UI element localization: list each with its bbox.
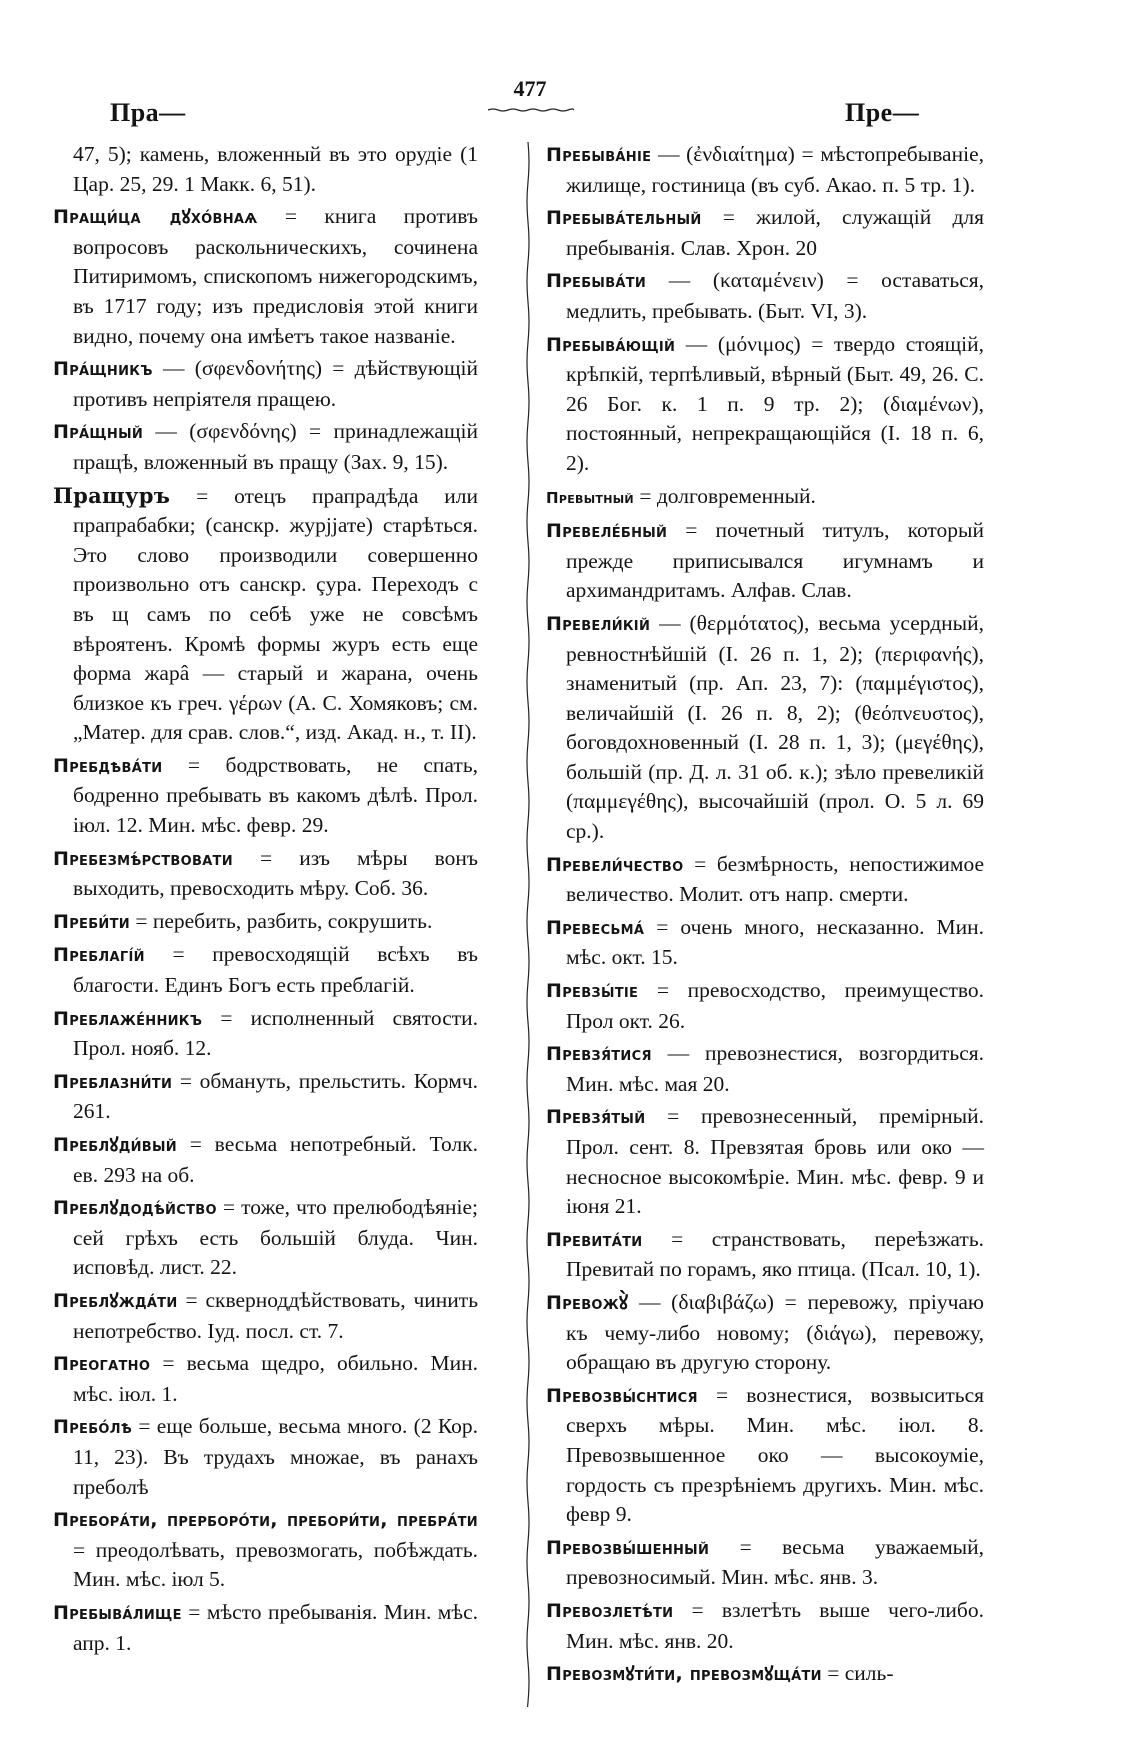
entry-definition: 47, 5); камень, вложенный въ это орудіе (1 Цар. 25, 29. 1 Макк. 6, 51). — [73, 142, 478, 196]
entry-headword: Превозвы́снтися — [546, 1384, 698, 1407]
entry-headword: Пребора́ти, прерборо́ти, пребори́ти, пребра́ти — [53, 1509, 478, 1532]
entry-headword: Превозвы́шенный — [546, 1536, 710, 1559]
entry-headword: Пращуръ — [53, 482, 171, 508]
dictionary-entry — [53, 907, 478, 938]
entry-headword: Пребдѣва́ти — [53, 754, 163, 777]
entry-headword: Преблꙋдодѣ́йство — [53, 1197, 217, 1220]
running-head-right: Пре— — [845, 98, 920, 127]
dictionary-entry — [53, 1412, 478, 1502]
entry-headword: Превозлетѣ́ти — [546, 1599, 674, 1622]
page-number: 477 — [513, 76, 547, 101]
entry-headword: Пребыва́лище — [53, 1601, 182, 1624]
dictionary-entry — [546, 976, 984, 1036]
entry-definition: — (καταμένειν) = оставаться, медлить, пребывать. (Быт. VI, 3). — [566, 268, 984, 323]
entry-definition: — (σφενδόνης) = принадлежащій пращѣ, вложенный въ пращу (Зах. 9, 15). — [73, 419, 478, 474]
entry-headword: Превзя́тися — [546, 1043, 652, 1066]
entry-definition: = безмѣрность, непостижимое величество. Молит. отъ напр. смерти. — [566, 851, 984, 907]
entry-headword: Пребыва́ніе — [546, 144, 652, 166]
entry-headword: Превзы́тіе — [546, 980, 639, 1003]
entry-headword: Преблꙋжда́ти — [53, 1289, 178, 1312]
dictionary-entry — [546, 850, 984, 910]
entry-definition: = странствовать, переѣзжать. Превитай по горамъ, яко птица. (Псал. 10, 1). — [566, 1226, 984, 1282]
dictionary-entry — [546, 330, 984, 479]
entry-definition: — (σφενδονήτης) = дѣйствующій противъ непріятеля пращею. — [73, 356, 478, 411]
entry-headword: Превеле́бный — [546, 520, 668, 543]
entry-definition: = книга противъ вопросовъ раскольническихъ, сочинена Питиримомъ, спископомъ нижегородскимъ, въ 1717 году; изъ предисловія этой книги видно, почему она имѣетъ такое названіе. — [73, 204, 478, 348]
page-number-rule — [488, 108, 574, 112]
entry-definition: = тоже, что прелюбодѣяніе; сей грѣхъ есть большій блуда. Чин. исповѣд. лист. 22. — [73, 1195, 478, 1280]
entry-headword: Преблагі́й — [53, 944, 145, 967]
dictionary-entry — [546, 913, 984, 973]
dictionary-entry — [546, 1288, 984, 1378]
entry-definition: = почетный титулъ, который прежде приписывался игумнамъ и архимандритамъ. Алфав. Слав. — [566, 518, 984, 603]
dictionary-entry — [53, 1130, 478, 1190]
dictionary-entry — [546, 1596, 984, 1656]
dictionary-entry — [546, 482, 984, 514]
dictionary-entry — [53, 1598, 478, 1658]
dictionary-entry — [53, 354, 478, 414]
dictionary-entry — [53, 751, 478, 841]
left-column — [53, 140, 478, 1661]
dictionary-entry — [53, 940, 478, 1000]
entry-headword: Преблазни́ти — [53, 1070, 173, 1093]
dictionary-entry — [53, 844, 478, 904]
entry-definition: = исполненный святости. Прол. нояб. 12. — [73, 1005, 479, 1061]
entry-definition: = мѣсто пребыванія. Мин. мѣс. апр. 1. — [73, 1599, 478, 1655]
dictionary-entry — [546, 516, 984, 606]
entry-headword: Пребыва́ющій — [546, 333, 676, 356]
entry-definition: = жилой, служащій для пребыванія. Слав. Хрон. 20 — [566, 205, 984, 260]
dictionary-entry — [546, 1381, 984, 1530]
dictionary-entry — [546, 266, 984, 326]
column-divider — [524, 142, 532, 1707]
dictionary-entry — [53, 481, 478, 748]
entry-headword: Пребезмѣ́рствовати — [53, 847, 233, 870]
entry-headword: Пра́щникъ — [53, 358, 153, 381]
entry-definition: = бодрствовать, не спать, бодренно пребывать въ какомъ дѣлѣ. Прол. іюл. 12. Мин. мѣс. февр. 29. — [73, 752, 478, 838]
entry-definition: — (μόνιμος) = твердо стоящій, крѣпкій, терпѣливый, вѣрный (Быт. 49, 26. С. 26 Бог. к. 1 п. 9 тр. 2); (διαμένων), постоянный, непрекращающійся (І. 18 п. 6, 2). — [566, 331, 984, 475]
entry-definition: = долговременный. — [639, 483, 816, 508]
entry-definition: = превознесенный, премірный. Прол. сент. 8. Превзятая бровь или око — несносное высокомѣріе. Мин. мѣс. февр. 9 и іюня 21. — [566, 1104, 984, 1219]
entry-definition: = еще больше, весьма много. (2 Кор. 11, 23). Въ трудахъ множае, въ ранахъ преболѣ — [73, 1414, 478, 1499]
entry-definition: = вознестися, возвыситься сверхъ мѣры. Мин. мѣс. іюл. 8. Превозвышенное око — высокоуміе, гордость съ презрѣніемъ другихъ. Мин. мѣс. февр 9. — [566, 1382, 985, 1527]
dictionary-entry — [53, 1004, 478, 1064]
entry-definition: = отецъ прапрадѣда или прапрабабки; (санскр. журјјате) старѣться. Это слово производили совершенно произвольно отъ санскр. çура. Переходъ с въ щ самъ по себѣ уже не совсѣмъ вѣроятенъ. Кромѣ формы журъ есть еще форма жарâ — старый и жарана, очень близкое къ греч. γέρων (А. С. Хомяковъ; см. „Матер. для срав. слов.“, изд. Акад. н., т. II). — [73, 483, 478, 745]
entry-definition: = превосходящій всѣхъ въ благости. Единъ Богъ есть преблагій. — [73, 942, 478, 998]
entry-headword: Превели́кій — [546, 612, 651, 635]
dictionary-entry — [546, 1659, 984, 1690]
entry-headword: Превели́чество — [546, 853, 684, 876]
dictionary-entry — [546, 140, 984, 200]
entry-headword: Пращи́ца дꙋхо́внаѧ — [53, 206, 258, 229]
entry-headword: Превозмꙋти́ти, превозмꙋща́ти — [546, 1663, 822, 1686]
entry-definition: = очень много, несказанно. Мин. мѣс. окт. 15. — [566, 914, 984, 970]
entry-definition: — (ἐνδιαίτημα) = мѣстопребываніе, жилище, гостиница (въ суб. Акао. п. 5 тр. 1). — [566, 142, 984, 197]
entry-definition: = взлетѣть выше чего-либо. Мин. мѣс. янв. 20. — [566, 1597, 984, 1653]
right-column — [546, 140, 984, 1693]
entry-definition: = изъ мѣры вонъ выходить, превосходить мѣру. Соб. 36. — [73, 845, 478, 901]
entry-definition: = перебить, разбить, сокрушить. — [135, 908, 433, 933]
dictionary-entry — [53, 1349, 478, 1409]
entry-headword: Пребыва́тельный — [546, 207, 702, 230]
entry-definition: = превосходство, преимущество. Прол окт. 26. — [566, 978, 984, 1033]
entry-headword: Преогатно — [53, 1353, 151, 1376]
dictionary-entry — [53, 1193, 478, 1283]
entry-definition: — превознестися, возгордиться. Мин. мѣс. мая 20. — [566, 1041, 984, 1096]
entry-headword: Превытный — [546, 488, 634, 507]
entry-definition: — (θερμότατος), весьма усердный, ревностнѣйшій (І. 26 п. 1, 2); (περιφανής), знаменитый (пр. Ап. 23, 7): (παμμέγιστος), величайшій (І. 26 п. 8, 2); (θεόπνευστος), боговдохновенный (І. 28 п. 1, 3); (μεγέθης), большій (пр. Д. л. 31 об. к.); зѣло превеликій (παμμεγέθης), высочайшій (прол. О. 5 л. 69 ср.). — [566, 610, 984, 844]
entry-headword: Пра́щный — [53, 421, 144, 444]
dictionary-entry — [53, 140, 478, 199]
dictionary-entry — [53, 1505, 478, 1595]
entry-definition: = преодолѣвать, превозмогать, побѣждать. Мин. мѣс. іюл 5. — [73, 1537, 478, 1592]
entry-headword: Пребыва́ти — [546, 270, 647, 293]
entry-definition: = весьма непотребный. Толк. ев. 293 на об. — [73, 1132, 478, 1187]
dictionary-entry — [53, 417, 478, 477]
entry-definition: = скверноддѣйствовать, чинить непотребство. Іуд. посл. ст. 7. — [73, 1287, 479, 1343]
entry-headword: Пребо́лѣ — [53, 1416, 133, 1439]
dictionary-entry — [546, 1533, 984, 1593]
running-head-left: Пра— — [110, 98, 186, 127]
entry-headword: Превита́ти — [546, 1228, 643, 1251]
dictionary-entry — [546, 203, 984, 263]
entry-headword: Преби́ти — [53, 910, 130, 933]
dictionary-entry — [546, 1225, 984, 1285]
entry-headword: Преблаже́нникъ — [53, 1007, 203, 1030]
dictionary-entry — [53, 1067, 478, 1127]
entry-definition: = весьма щедро, обильно. Мин. мѣс. іюл. 1. — [73, 1351, 478, 1406]
entry-definition: — (διαβιβάζω) = перевожу, пріучаю къ чему-либо новому; (διάγω), перевожу, обращаю въ другую сторону. — [566, 1289, 984, 1375]
dictionary-entry — [53, 202, 478, 351]
dictionary-entry — [546, 609, 984, 847]
entry-headword: Превзя́тый — [546, 1106, 646, 1129]
entry-definition: = силь- — [827, 1661, 894, 1686]
entry-definition: = весьма уважаемый, превозносимый. Мин. мѣс. янв. 3. — [566, 1534, 984, 1590]
entry-headword: Превожꙋ̀ — [546, 1291, 629, 1314]
dictionary-entry — [546, 1102, 984, 1221]
entry-headword: Превесьма́ — [546, 916, 645, 939]
dictionary-entry — [53, 1286, 478, 1346]
entry-definition: = обмануть, прельстить. Кормч. 261. — [73, 1068, 479, 1124]
entry-headword: Преблꙋди́вый — [53, 1134, 177, 1156]
dictionary-entry — [546, 1039, 984, 1099]
